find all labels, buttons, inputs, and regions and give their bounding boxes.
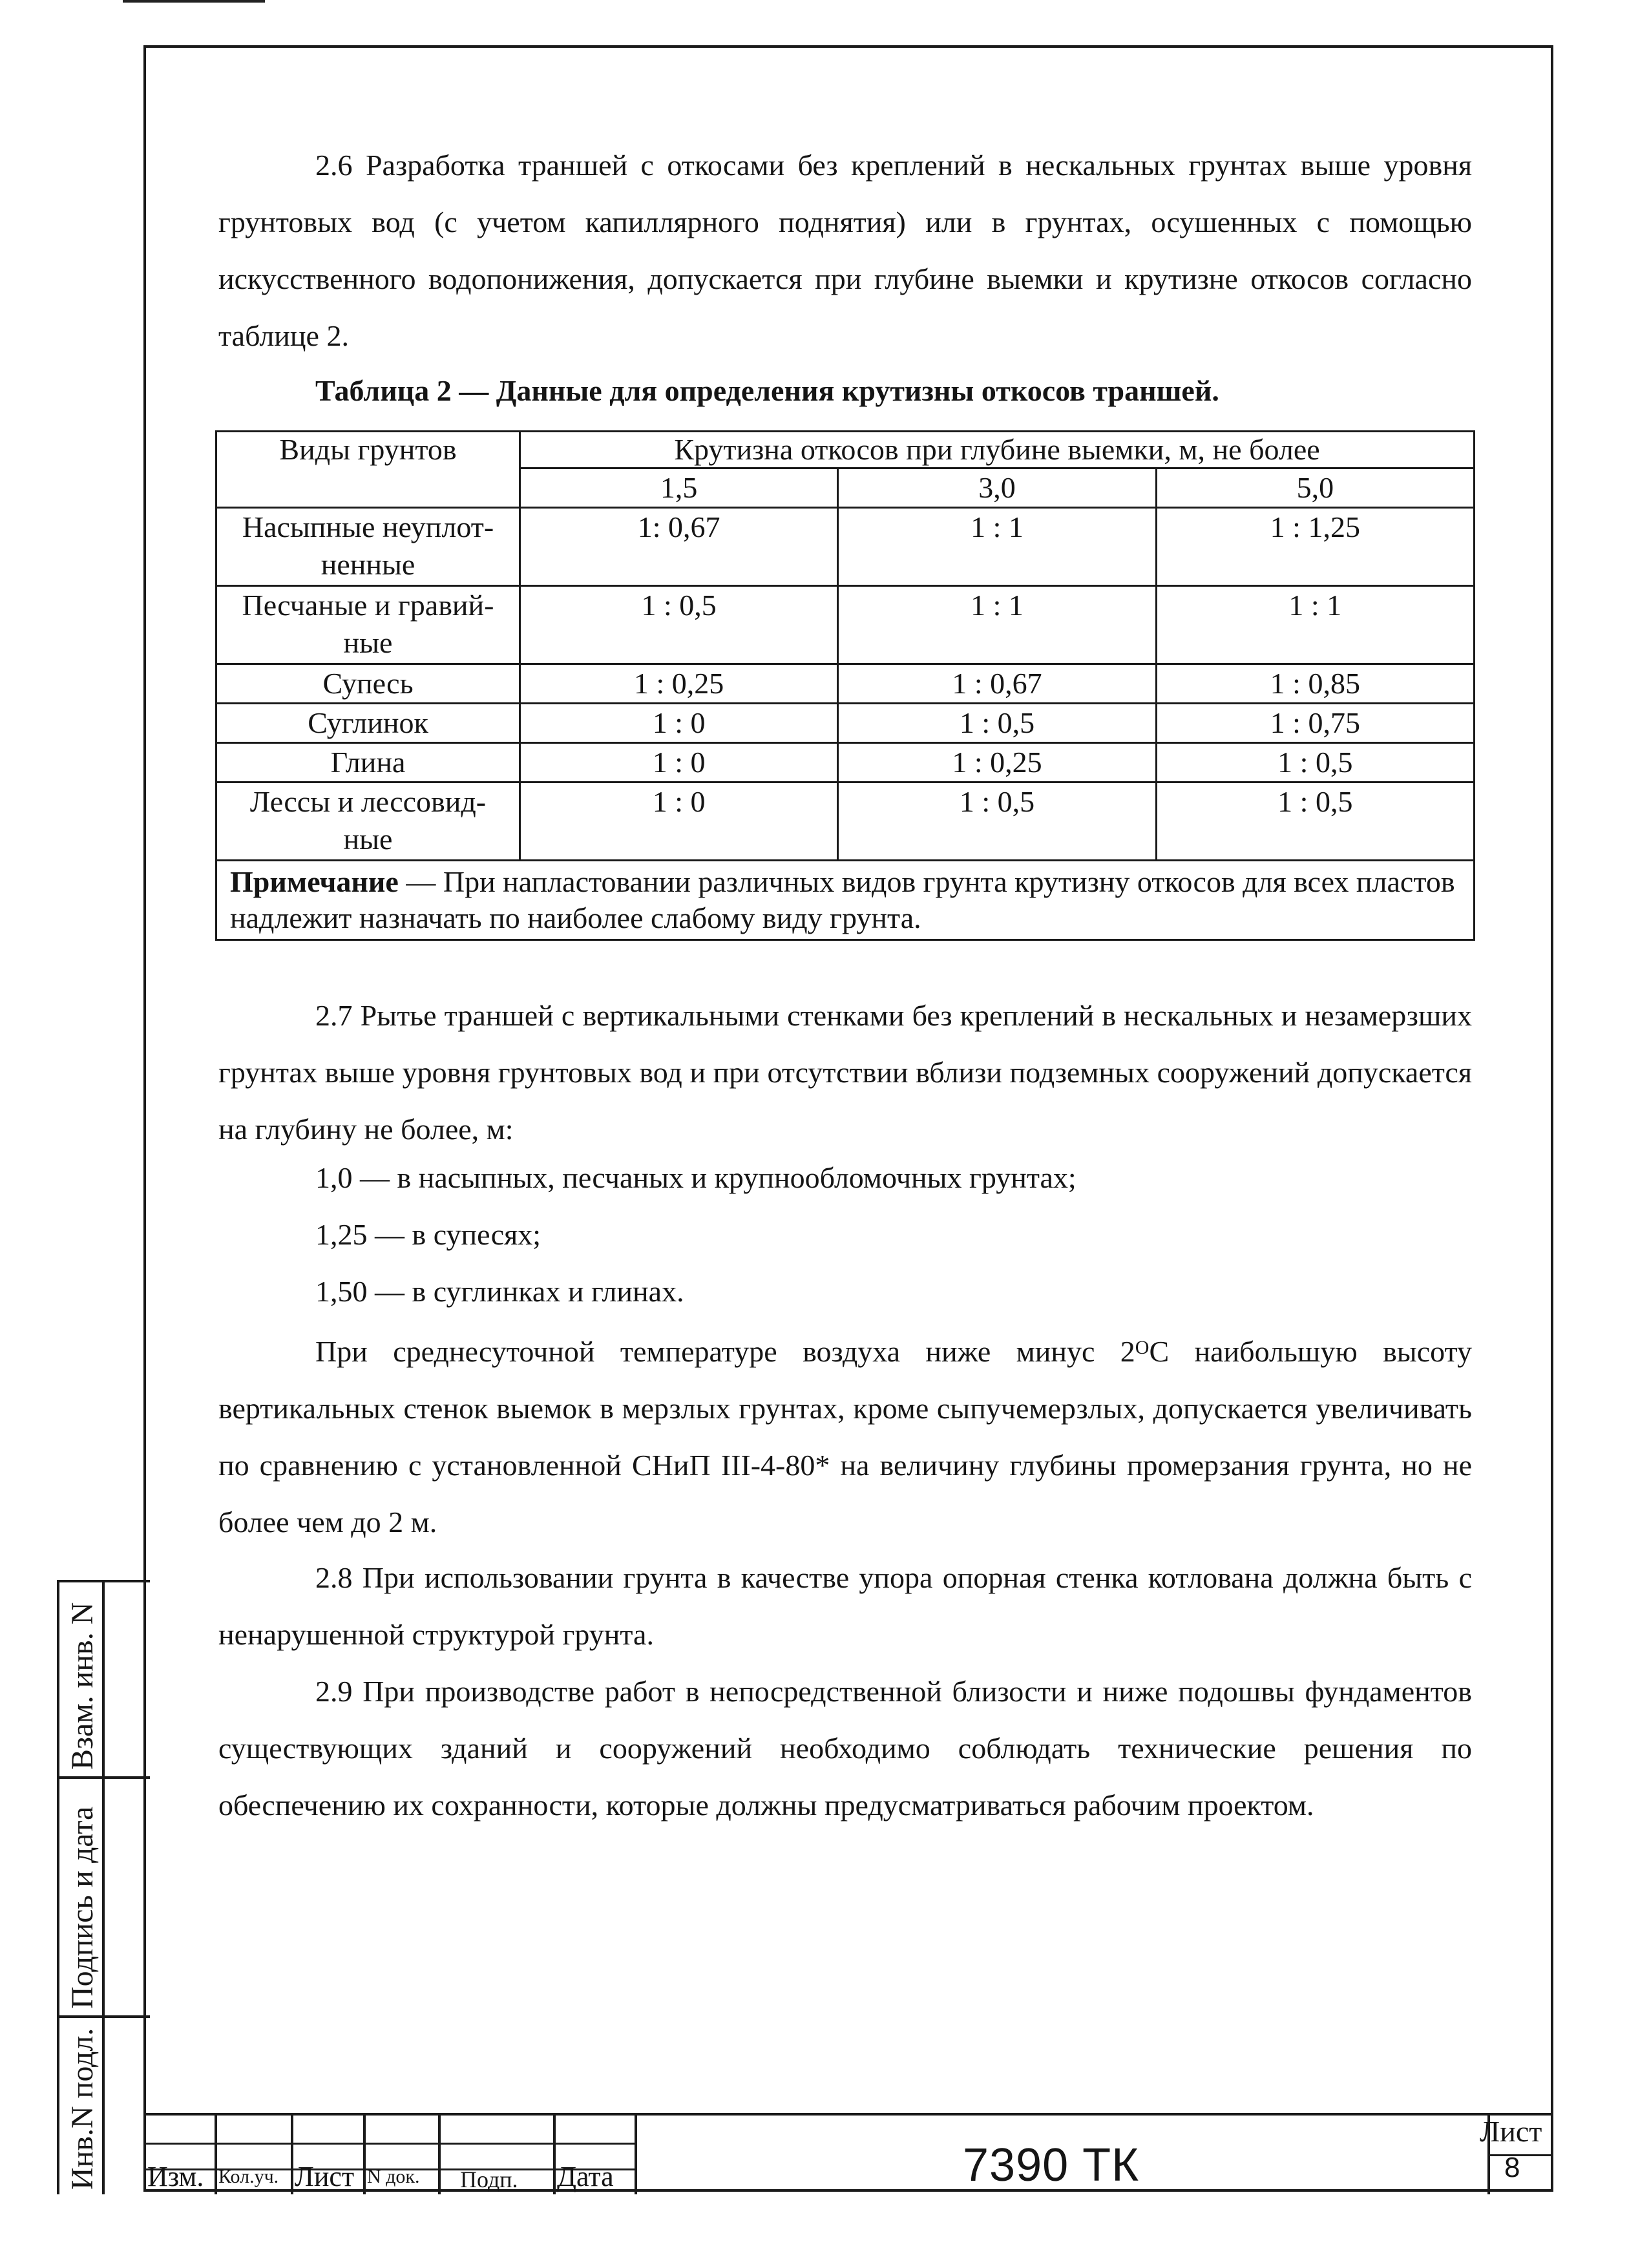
title-col-doc-number: N док. bbox=[367, 2166, 420, 2187]
soil-name: Песчаные и гравий- ные bbox=[216, 586, 520, 664]
slope-value: 1 : 0,25 bbox=[838, 743, 1156, 782]
slope-value: 1 : 0,85 bbox=[1156, 664, 1474, 704]
depth-item: 1,0 — в насыпных, песчаных и крупнообломочных грунтах; bbox=[315, 1161, 1077, 1194]
title-col-signature: Подп. bbox=[460, 2167, 518, 2192]
degree-sign: O bbox=[1135, 1337, 1150, 1358]
soil-name: Лессы и лессовид- ные bbox=[216, 782, 520, 861]
header-soil-type: Виды грунтов bbox=[216, 432, 520, 508]
sheet-number: 8 bbox=[1504, 2152, 1520, 2183]
table-row bbox=[216, 508, 1475, 586]
table-row bbox=[216, 704, 1475, 743]
title-col-count: Кол.уч. bbox=[218, 2166, 279, 2187]
stamp-original-inv: Инв.N подл. bbox=[65, 2028, 100, 2190]
paragraph-2-6: 2.6 Разработка траншей с откосами без креплений в нескальных грунтах выше уровня грунтовых вод (с учетом капиллярного поднятия) или в грунтах, осушенных с помощью искусственного водопонижения, допускается при глубине выемки и крутизне откосов согласно таблице 2. bbox=[218, 149, 1472, 352]
slope-value: 1 : 0,5 bbox=[1156, 743, 1474, 782]
sheet-label: Лист bbox=[1480, 2115, 1542, 2148]
stamp-signature-date: Подпись и дата bbox=[65, 1806, 100, 2009]
title-col-change: Изм. bbox=[147, 2161, 204, 2192]
depth-item: 1,50 — в суглинках и глинах. bbox=[315, 1275, 684, 1308]
table-row bbox=[216, 743, 1475, 782]
table-note bbox=[216, 861, 1475, 940]
table-row bbox=[216, 586, 1475, 664]
header-depth: 3,0 bbox=[838, 468, 1156, 508]
title-col-sheet: Лист bbox=[295, 2161, 355, 2192]
slope-value: 1 : 0 bbox=[520, 743, 838, 782]
title-col-date: Дата bbox=[557, 2161, 614, 2192]
paragraph-2-9: 2.9 При производстве работ в непосредственной близости и ниже подошвы фундаментов существующих зданий и сооружений необходимо соблюдать технические решения по обеспечению их сохранности, которые должны предусматриваться рабочим проектом. bbox=[218, 1675, 1472, 1822]
slope-value: 1 : 0,25 bbox=[520, 664, 838, 704]
slope-value: 1 : 0,5 bbox=[1156, 782, 1474, 861]
slope-value: 1 : 0,67 bbox=[838, 664, 1156, 704]
slope-value: 1 : 1 bbox=[1156, 586, 1474, 664]
slope-value: 1 : 0 bbox=[520, 782, 838, 861]
slope-value: 1 : 0,5 bbox=[838, 704, 1156, 743]
header-slope: Крутизна откосов при глубине выемки, м, не более bbox=[520, 432, 1475, 468]
soil-name: Суглинок bbox=[216, 704, 520, 743]
note-label: Примечание bbox=[230, 865, 399, 898]
paragraph-2-7: 2.7 Рытье траншей с вертикальными стенками без креплений в нескальных и незамерзших грунтах выше уровня грунтовых вод и при отсутствии вблизи подземных сооружений допускается на глубину не более, м: bbox=[218, 999, 1472, 1146]
stamp-replacement-inv: Взам. инв. N bbox=[65, 1602, 100, 1770]
slope-value: 1 : 1 bbox=[838, 586, 1156, 664]
soil-name: Глина bbox=[216, 743, 520, 782]
table-row bbox=[216, 664, 1475, 704]
paragraph-2-8: 2.8 При использовании грунта в качестве упора опорная стенка котлована должна быть с ненарушенной структурой грунта. bbox=[218, 1561, 1472, 1651]
slope-value: 1 : 0 bbox=[520, 704, 838, 743]
slope-value: 1 : 0,75 bbox=[1156, 704, 1474, 743]
document-code: 7390 ТК bbox=[963, 2139, 1140, 2191]
title-block bbox=[143, 2113, 1553, 2194]
slope-value: 1 : 0,5 bbox=[520, 586, 838, 664]
header-depth: 5,0 bbox=[1156, 468, 1474, 508]
side-stamp bbox=[57, 1580, 150, 2194]
soil-name: Супесь bbox=[216, 664, 520, 704]
note-text: — При напластовании различных видов грунта крутизну откосов для всех пластов надлежит назначать по наиболее слабому виду грунта. bbox=[230, 865, 1455, 934]
table-row bbox=[216, 782, 1475, 861]
soil-name: Насыпные неуплот- ненные bbox=[216, 508, 520, 586]
slope-value: 1: 0,67 bbox=[520, 508, 838, 586]
depth-item: 1,25 — в супесях; bbox=[315, 1218, 541, 1251]
slope-value: 1 : 1 bbox=[838, 508, 1156, 586]
slope-value: 1 : 0,5 bbox=[838, 782, 1156, 861]
top-edge-mark bbox=[123, 0, 265, 3]
slope-value: 1 : 1,25 bbox=[1156, 508, 1474, 586]
table-caption: Таблица 2 — Данные для определения крутизны откосов траншей. bbox=[315, 374, 1219, 407]
paragraph-winter: При среднесуточной температуре воздуха ниже минус $2^OС$ наибольшую высоту вертикальных стенок выемок в мерзлых грунтах, кроме сыпучемерзлых, допускается увеличивать по сравнению с установленной СНиП III-4-80* на величину глубины промерзания грунта, но не более чем до 2 м. bbox=[218, 1335, 1472, 1538]
slope-table bbox=[215, 430, 1475, 941]
header-depth: 1,5 bbox=[520, 468, 838, 508]
